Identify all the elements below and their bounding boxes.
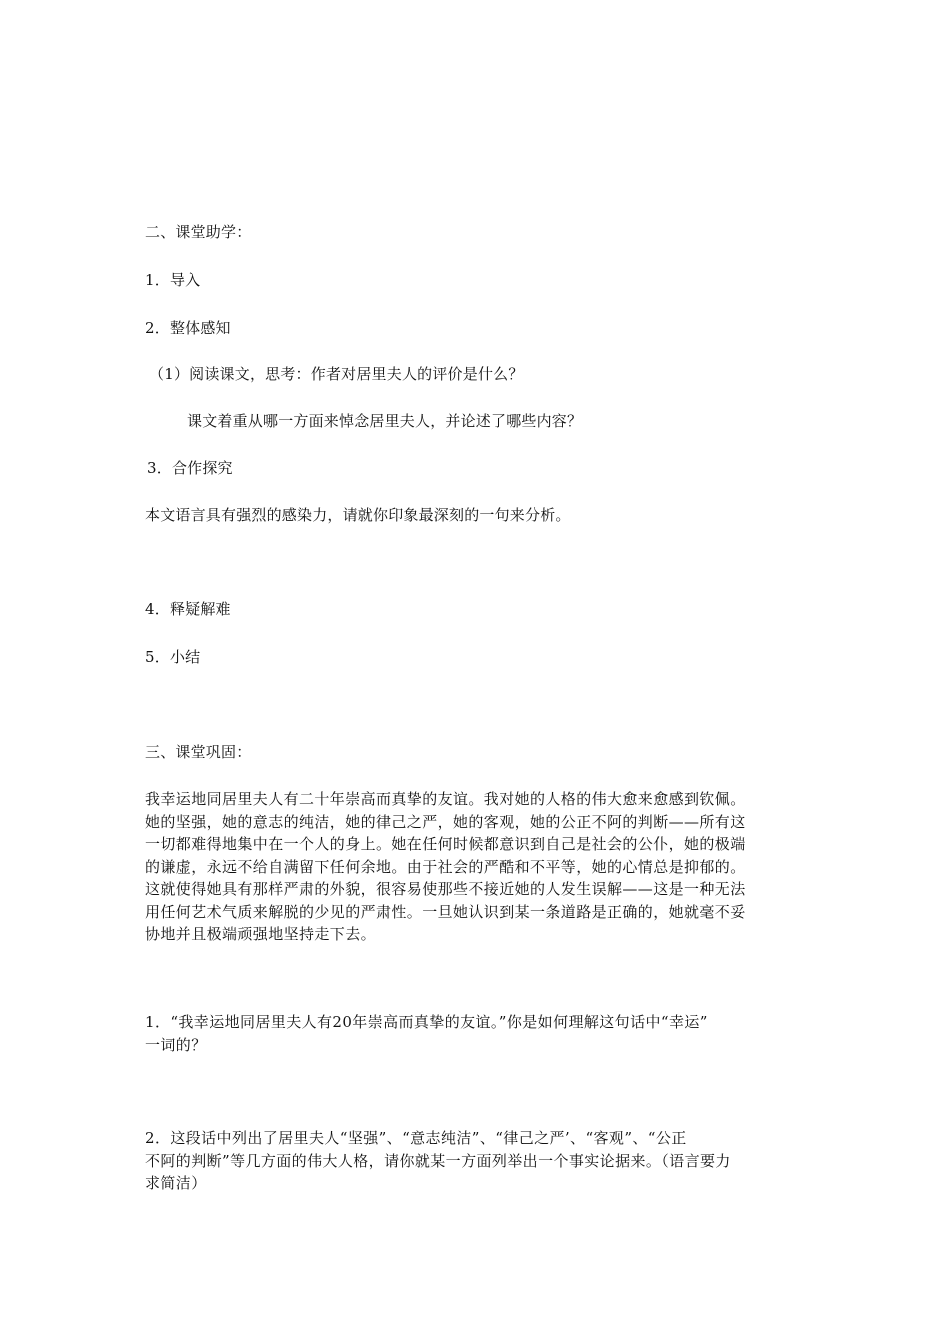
- question-2-line: 2．这段话中列出了居里夫人“坚强”、“意志纯洁”、“律己之严’、“客观”、“公正: [145, 1129, 687, 1147]
- passage-line: 这就使得她具有那样严肃的外貌，很容易使那些不接近她的人发生误解——这是一种无法: [145, 880, 746, 898]
- passage-line: 的谦虚，永远不给自满留下任何余地。由于社会的严酷和不平等，她的心情总是抑郁的。: [145, 857, 746, 876]
- item-3-cooperative-inquiry: 3．合作探究: [147, 459, 233, 477]
- passage-line: 协地并且极端顽强地坚持走下去。: [145, 925, 377, 943]
- question-1-line: 1．“我幸运地同居里夫人有20年崇高而真挚的友谊。”你是如何理解这句话中“幸运”: [145, 1013, 708, 1031]
- question-2: [145, 1127, 815, 1195]
- item-5-summary: 5．小结: [145, 648, 201, 666]
- question-2-line: 不阿的判断”等几方面的伟大人格，请你就某一方面列举出一个事实论据来。（语言要力: [145, 1151, 731, 1170]
- item-2-perception: 2．整体感知: [145, 319, 231, 337]
- reading-passage: [145, 788, 815, 946]
- passage-line: 一切都难得地集中在一个人的身上。她在任何时候都意识到自己是社会的公仆，她的极端: [145, 835, 746, 853]
- question-1: [145, 1011, 815, 1056]
- section-3-heading: 三、课堂巩固：: [145, 743, 252, 761]
- item-3-text: 本文语言具有强烈的感染力，请就你印象最深刻的一句来分析。: [145, 506, 571, 524]
- item-2-question-2: 课文着重从哪一方面来悼念居里夫人，并论述了哪些内容？: [187, 412, 583, 430]
- item-1-intro: 1．导入: [145, 271, 201, 289]
- passage-line: 我幸运地同居里夫人有二十年崇高而真挚的友谊。我对她的人格的伟大愈来愈感到钦佩。: [145, 790, 746, 808]
- question-1-line: 一词的？: [145, 1035, 207, 1054]
- item-4-resolve-doubts: 4．释疑解难: [145, 600, 231, 618]
- passage-line: 用任何艺术气质来解脱的少见的严肃性。一旦她认识到某一条道路是正确的，她就毫不妥: [145, 902, 746, 921]
- item-2-question-1: （1）阅读课文，思考：作者对居里夫人的评价是什么？: [149, 365, 524, 383]
- passage-line: 她的坚强，她的意志的纯洁，她的律己之严，她的客观，她的公正不阿的判断——所有这: [145, 812, 746, 831]
- section-2-heading: 二、课堂助学：: [145, 223, 252, 241]
- question-2-line: 求简洁）: [145, 1174, 207, 1192]
